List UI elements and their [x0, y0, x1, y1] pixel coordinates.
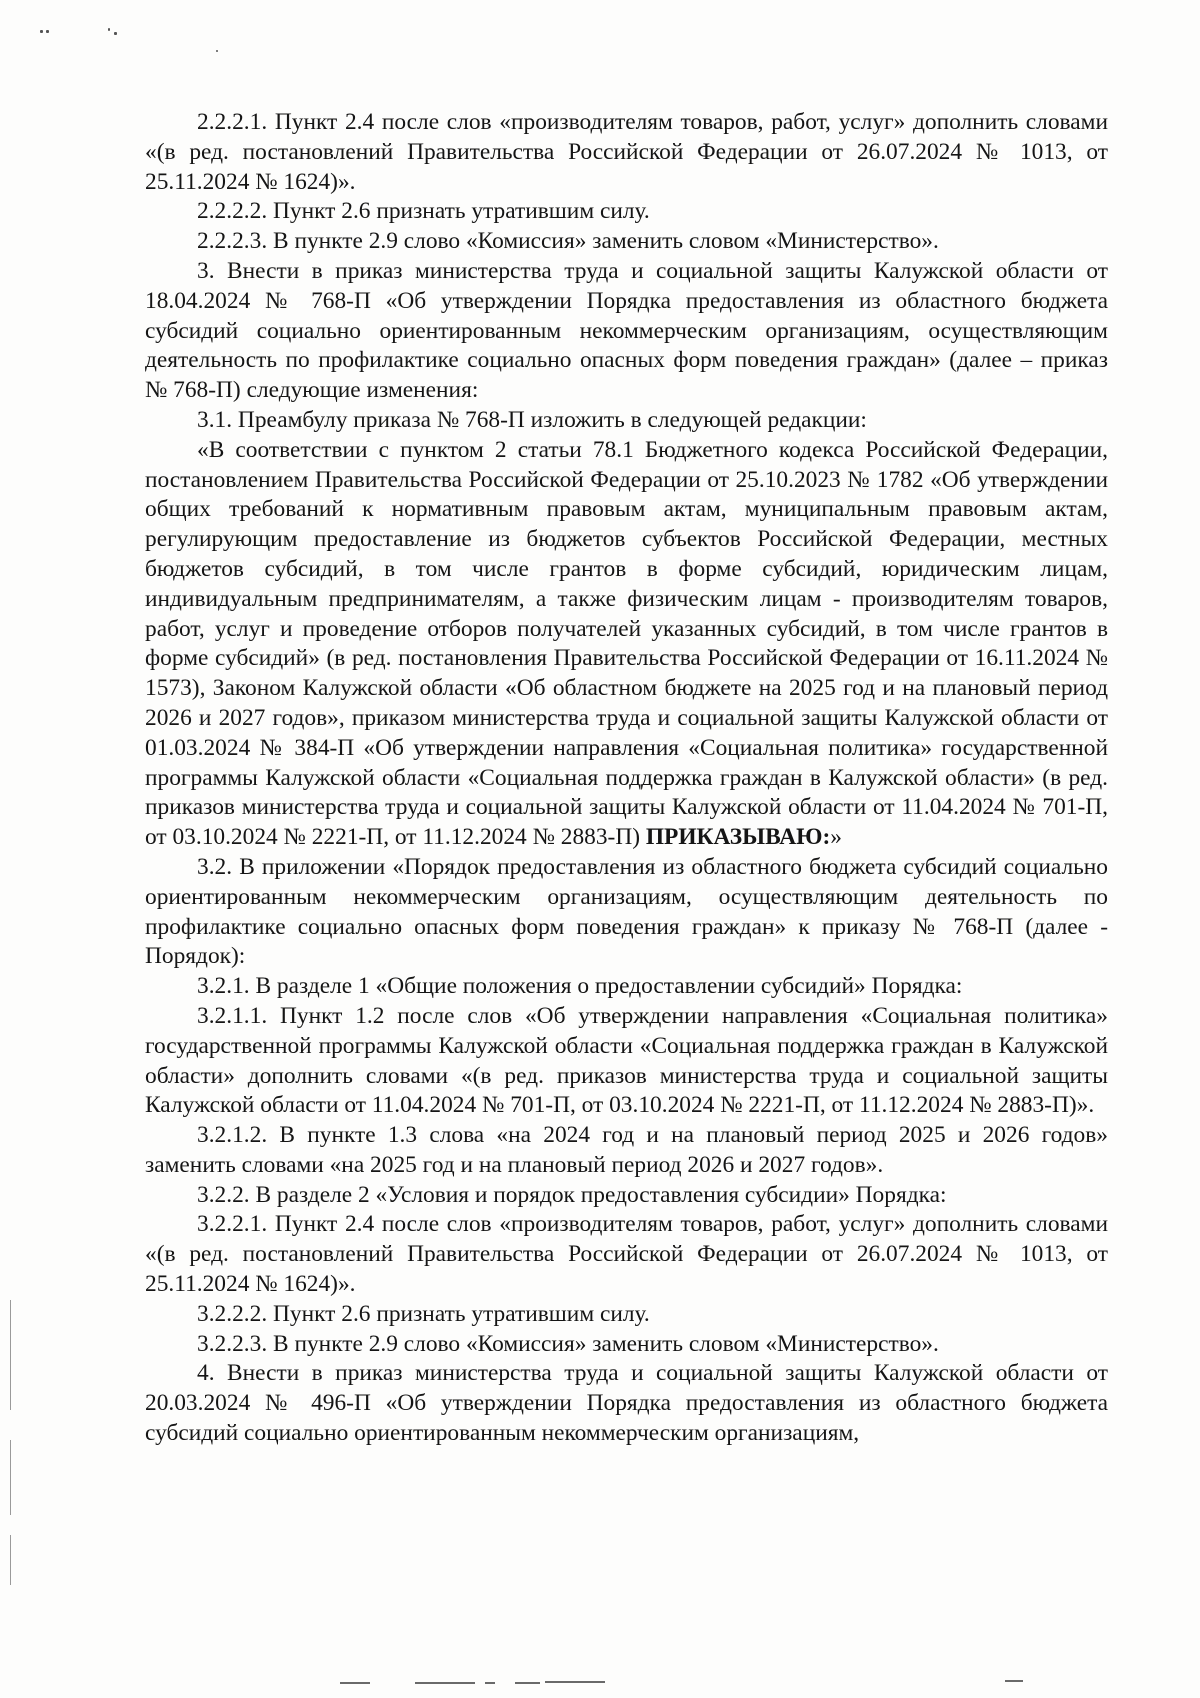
- scan-speck: [108, 28, 110, 31]
- scan-edge-line: [10, 1535, 11, 1585]
- scan-bottom-mark: [485, 1682, 495, 1684]
- paragraph: 3.1. Преамбулу приказа № 768-П изложить в следующей редакции:: [197, 406, 867, 433]
- scan-bottom-mark: [340, 1682, 370, 1684]
- paragraph: 3.2.2.3. В пункте 2.9 слово «Комиссия» заменить словом «Министерство».: [197, 1330, 939, 1357]
- scan-edge-line: [10, 1440, 11, 1515]
- preamble-paragraph: [145, 436, 1108, 853]
- document-body: [145, 108, 1108, 1449]
- scan-bottom-mark: [515, 1682, 540, 1684]
- paragraph: 3.2.2. В разделе 2 «Условия и порядок предоставления субсидии» Порядка:: [197, 1181, 947, 1208]
- scan-speck: [114, 32, 117, 35]
- paragraph: 3. Внести в приказ министерства труда и социальной защиты Калужской области от 18.04.2024 № 768-П «Об утверждении Порядка предоставления из областного бюджета субсидий социально ориентированным некоммерческим организациям, осуществляющим деятельность по профилактике социально опасных форм поведения граждан» (далее – приказ № 768-П) следующие изменения:: [145, 257, 1108, 404]
- scan-bottom-mark: [415, 1682, 475, 1684]
- paragraph: 4. Внести в приказ министерства труда и социальной защиты Калужской области от 20.03.2024 № 496-П «Об утверждении Порядка предоставления из областного бюджета субсидий социально ориентированным некоммерческим организациям,: [145, 1360, 1108, 1447]
- paragraph: 2.2.2.2. Пункт 2.6 признать утратившим силу.: [197, 198, 650, 225]
- paragraph: 3.2.2.1. Пункт 2.4 после слов «производителям товаров, работ, услуг» дополнить словами «(в ред. постановлений Правительства Российской Федерации от 26.07.2024 № 1013, от 25.11.2024 № 1624)».: [145, 1211, 1108, 1298]
- paragraph: 3.2.2.2. Пункт 2.6 признать утратившим силу.: [197, 1300, 650, 1327]
- scan-speck: [40, 30, 43, 33]
- paragraph: 3.2. В приложении «Порядок предоставления из областного бюджета субсидий социально ориентированным некоммерческим организациям, осуществляющим деятельность по профилактике социально опасных форм поведения граждан» к приказу № 768-П (далее - Порядок):: [145, 853, 1108, 970]
- paragraph: 2.2.2.1. Пункт 2.4 после слов «производителям товаров, работ, услуг» дополнить словами «(в ред. постановлений Правительства Российской Федерации от 26.07.2024 № 1013, от 25.11.2024 № 1624)».: [145, 109, 1108, 195]
- scan-speck: [46, 30, 49, 33]
- scan-bottom-mark: [545, 1681, 605, 1683]
- order-word: ПРИКАЗЫВАЮ:: [645, 824, 831, 851]
- paragraph: 3.2.1.2. В пункте 1.3 слова «на 2024 год и на плановый период 2025 и 2026 годов» заменить словами «на 2025 год и на плановый период 2026 и 2027 годов».: [145, 1122, 1108, 1178]
- closing-quote: »: [830, 824, 842, 851]
- preamble-text: «В соответствии с пунктом 2 статьи 78.1 Бюджетного кодекса Российской Федерации, постановлением Правительства Российской Федерации от 25.10.2023 № 1782 «Об утверждении общих требований к нормативным правовым актам, муниципальным правовым актам, регулирующим предоставление из бюджетов субъектов Российской Федерации, местных бюджетов субсидий, в том числе грантов в форме субсидий, юридическим лицам, индивидуальным предпринимателям, а также физическим лицам - производителям товаров, работ, услуг и проведение отборов получателей указанных субсидий, в том числе грантов в форме субсидий» (в ред. постановления Правительства Российской Федерации от 16.11.2024 № 1573), Законом Калужской области «Об областном бюджете на 2025 год и на плановый период 2026 и 2027 годов», приказом министерства труда и социальной защиты Калужской области от 01.03.2024 № 384-П «Об утверждении направления «Социальная политика» государственной программы Калужской области «Социальная поддержка граждан в Калужской области» (в ред. приказов министерства труда и социальной защиты Калужской области от 11.04.2024 № 701-П, от 03.10.2024 № 2221-П, от 11.12.2024 № 2883-П): [145, 436, 1108, 851]
- paragraph: 2.2.2.3. В пункте 2.9 слово «Комиссия» заменить словом «Министерство».: [197, 228, 939, 255]
- scan-speck: [216, 50, 218, 52]
- paragraph: 3.2.1. В разделе 1 «Общие положения о предоставлении субсидий» Порядка:: [197, 973, 963, 1000]
- paragraph: 3.2.1.1. Пункт 1.2 после слов «Об утверждении направления «Социальная политика» государственной программы Калужской области «Социальная поддержка граждан в Калужской области» дополнить словами «(в ред. приказов министерства труда и социальной защиты Калужской области от 11.04.2024 № 701-П, от 03.10.2024 № 2221-П, от 11.12.2024 № 2883-П)».: [145, 1002, 1108, 1119]
- scan-edge-line: [10, 1300, 11, 1410]
- scan-bottom-mark: [1005, 1680, 1023, 1682]
